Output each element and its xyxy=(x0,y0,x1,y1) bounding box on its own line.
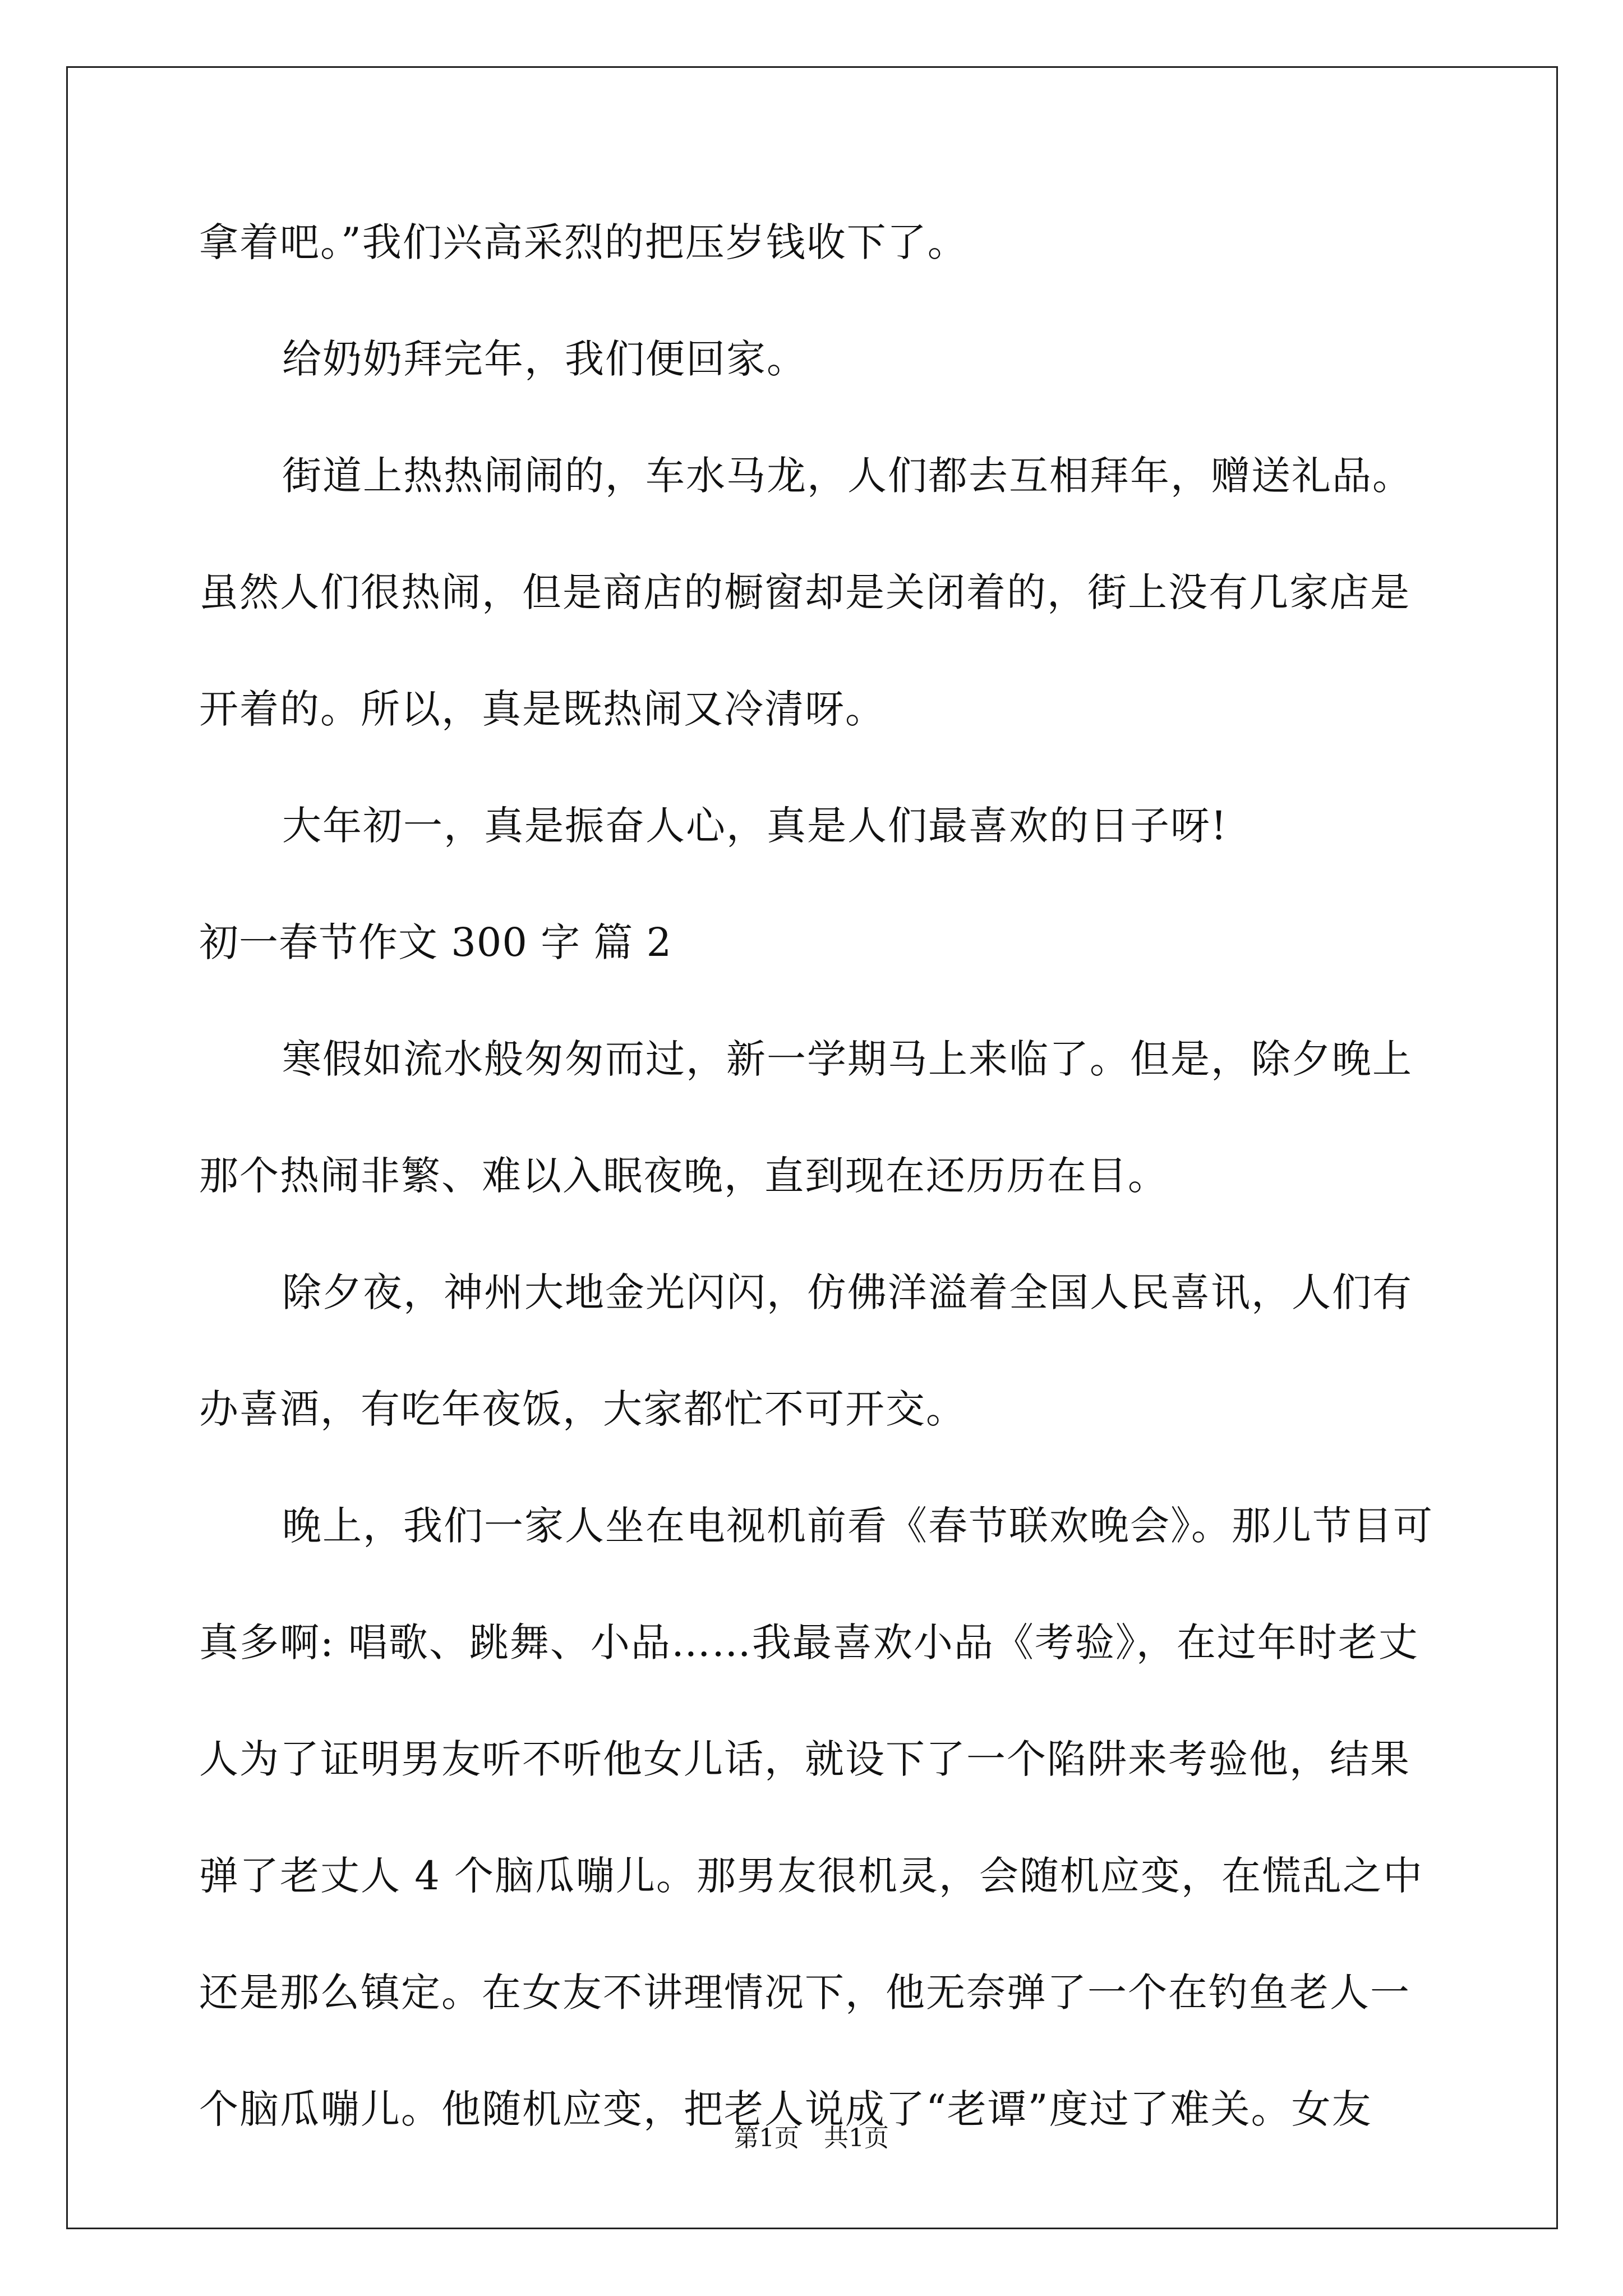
page-number: 第1页 共1页 xyxy=(734,2124,889,2152)
text-line: 开着的。所以，真是既热闹又冷清呀。 xyxy=(199,686,886,732)
text-line: 街道上热热闹闹的，车水马龙，人们都去互相拜年，赠送礼品。 xyxy=(282,453,1413,499)
section-heading: 初一春节作文 300 字 篇 2 xyxy=(199,919,672,965)
text-line: 还是那么镇定。在女友不讲理情况下，他无奈弹了一个在钓鱼老人一 xyxy=(199,1970,1410,2016)
text-line: 拿着吧。”我们兴高采烈的把压岁钱收下了。 xyxy=(199,219,968,265)
text-line: 大年初一，真是振奋人心，真是人们最喜欢的日子呀! xyxy=(282,803,1228,849)
page-footer xyxy=(0,2122,1623,2155)
document-body xyxy=(199,214,1433,2198)
text-line: 那个热闹非繁、难以入眠夜晚，直到现在还历历在目。 xyxy=(199,1153,1168,1199)
text-line: 晚上，我们一家人坐在电视机前看《春节联欢晚会》。那儿节目可 xyxy=(282,1503,1433,1549)
text-line: 除夕夜，神州大地金光闪闪，仿佛洋溢着全国人民喜讯，人们有 xyxy=(282,1269,1413,1315)
text-line: 给奶奶拜完年，我们便回家。 xyxy=(282,336,807,382)
text-line: 个脑瓜嘣儿。他随机应变，把老人说成了“老谭”度过了难关。女友 xyxy=(199,2086,1372,2132)
text-line: 真多啊: 唱歌、跳舞、小品……我最喜欢小品《考验》，在过年时老丈 xyxy=(199,1619,1419,1665)
text-line: 人为了证明男友听不听他女儿话，就设下了一个陷阱来考验他，结果 xyxy=(199,1736,1410,1782)
text-line: 虽然人们很热闹，但是商店的橱窗却是关闭着的，街上没有几家店是 xyxy=(199,569,1410,615)
text-line: 寒假如流水般匆匆而过，新一学期马上来临了。但是，除夕晚上 xyxy=(282,1036,1413,1082)
text-line: 弹了老丈人 4 个脑瓜嘣儿。那男友很机灵，会随机应变，在慌乱之中 xyxy=(199,1853,1424,1899)
text-line: 办喜酒，有吃年夜饭，大家都忙不可开交。 xyxy=(199,1386,966,1432)
